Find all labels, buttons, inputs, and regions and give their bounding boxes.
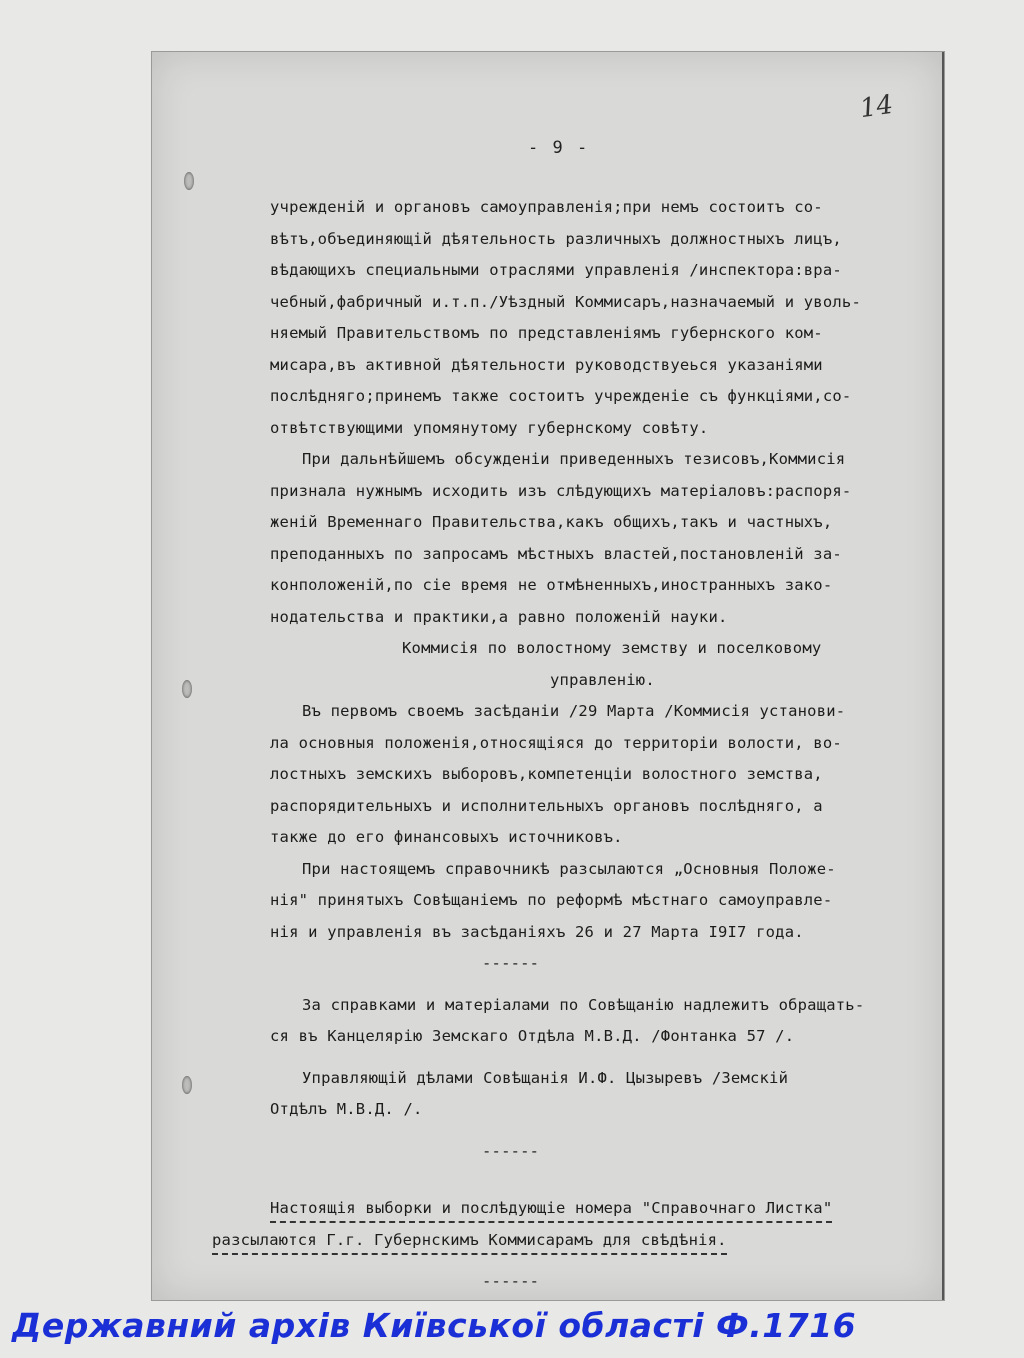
notice-line xyxy=(270,1193,890,1225)
text-line: ла основныя положенія,относящіяся до территоріи волости, во- xyxy=(270,733,842,752)
notice-text: разсылаются Г.г. Губернскимъ Коммисарамъ для свѣдѣнія. xyxy=(212,1227,727,1255)
punch-hole xyxy=(182,680,192,698)
text-line: послѣдняго;принемъ также состоитъ учрежденіе съ функціями,со- xyxy=(270,387,852,405)
text-line: При дальнѣйшемъ обсужденіи приведенныхъ тезисовъ,Коммисія xyxy=(302,450,846,468)
text-line: конположеній,по сіе время не отмѣненныхъ,иностранныхъ зако- xyxy=(270,576,833,594)
text-line: отвѣтствующими упомянутому губернскому совѣту. xyxy=(270,418,709,437)
text-line: признала нужнымъ исходить изъ слѣдующихъ матеріаловъ:распоря- xyxy=(270,481,852,500)
text-line: Въ первомъ своемъ засѣданіи /29 Марта /Коммисія установи- xyxy=(302,702,846,720)
folio-number: 14 xyxy=(858,89,896,125)
text-line: вѣтъ,объединяющій дѣятельность различныхъ должностныхъ лицъ, xyxy=(270,229,842,248)
notice-text: Настоящія выборки и послѣдующіе номера "Справочнаго Листка" xyxy=(270,1195,832,1223)
document-body xyxy=(212,192,890,1298)
archive-caption: Державний архів Київської області Ф.1716 xyxy=(12,1306,857,1345)
section-heading: Коммисія по волостному земству и поселковому xyxy=(402,639,822,657)
text-line: При настоящемъ справочникѣ разсылаются „Основныя Положе- xyxy=(302,859,836,878)
text-line: нія" принятыхъ Совѣщаніемъ по реформѣ мѣстнаго самоуправле- xyxy=(270,891,833,909)
page-number: - 9 - xyxy=(528,138,590,158)
text-line: мисара,въ активной дѣятельности руководствуеься указаніями xyxy=(270,355,823,374)
separator: ------ xyxy=(482,1141,540,1160)
separator: ------ xyxy=(482,954,540,972)
text-line: лостныхъ земскихъ выборовъ,компетенціи волостного земства, xyxy=(270,765,823,783)
document-page xyxy=(152,52,944,1300)
section-heading: управленію. xyxy=(550,670,655,689)
notice-line xyxy=(212,1225,890,1257)
text-line: няемый Правительствомъ по представленіямъ губернского ком- xyxy=(270,324,823,342)
text-line: распорядительныхъ и исполнительныхъ органовъ послѣдняго, а xyxy=(270,796,823,815)
text-line: преподанныхъ по запросамъ мѣстныхъ властей,постановленій за- xyxy=(270,544,842,563)
text-line: также до его финансовыхъ источниковъ. xyxy=(270,828,623,846)
text-line: вѣдающихъ специальными отраслями управленія /инспектора:вра- xyxy=(270,261,842,279)
punch-hole xyxy=(184,172,194,190)
text-line: чебный,фабричный и.т.п./Уѣздный Коммисаръ,назначаемый и уволь- xyxy=(270,292,861,311)
text-line: ся въ Канцелярію Земскаго Отдѣла М.В.Д. /Фонтанка 57 /. xyxy=(270,1027,795,1045)
text-line: женій Временнаго Правительства,какъ общихъ,такъ и частныхъ, xyxy=(270,513,833,531)
text-line: За справками и матеріалами по Совѣщанію надлежитъ обращать- xyxy=(302,995,865,1014)
text-line: Отдѣлъ М.В.Д. /. xyxy=(270,1100,423,1118)
separator: ------ xyxy=(482,1272,540,1290)
text-line: Управляющій дѣлами Совѣщанія И.Ф. Цызыревъ /Земскій xyxy=(302,1068,789,1087)
text-line: нія и управленія въ засѣданіяхъ 26 и 27 Марта I9I7 года. xyxy=(270,922,804,941)
text-line: учрежденій и органовъ самоуправленія;при немъ состоитъ со- xyxy=(270,198,823,216)
punch-hole xyxy=(182,1076,192,1094)
text-line: нодательства и практики,а равно положеній науки. xyxy=(270,607,728,626)
